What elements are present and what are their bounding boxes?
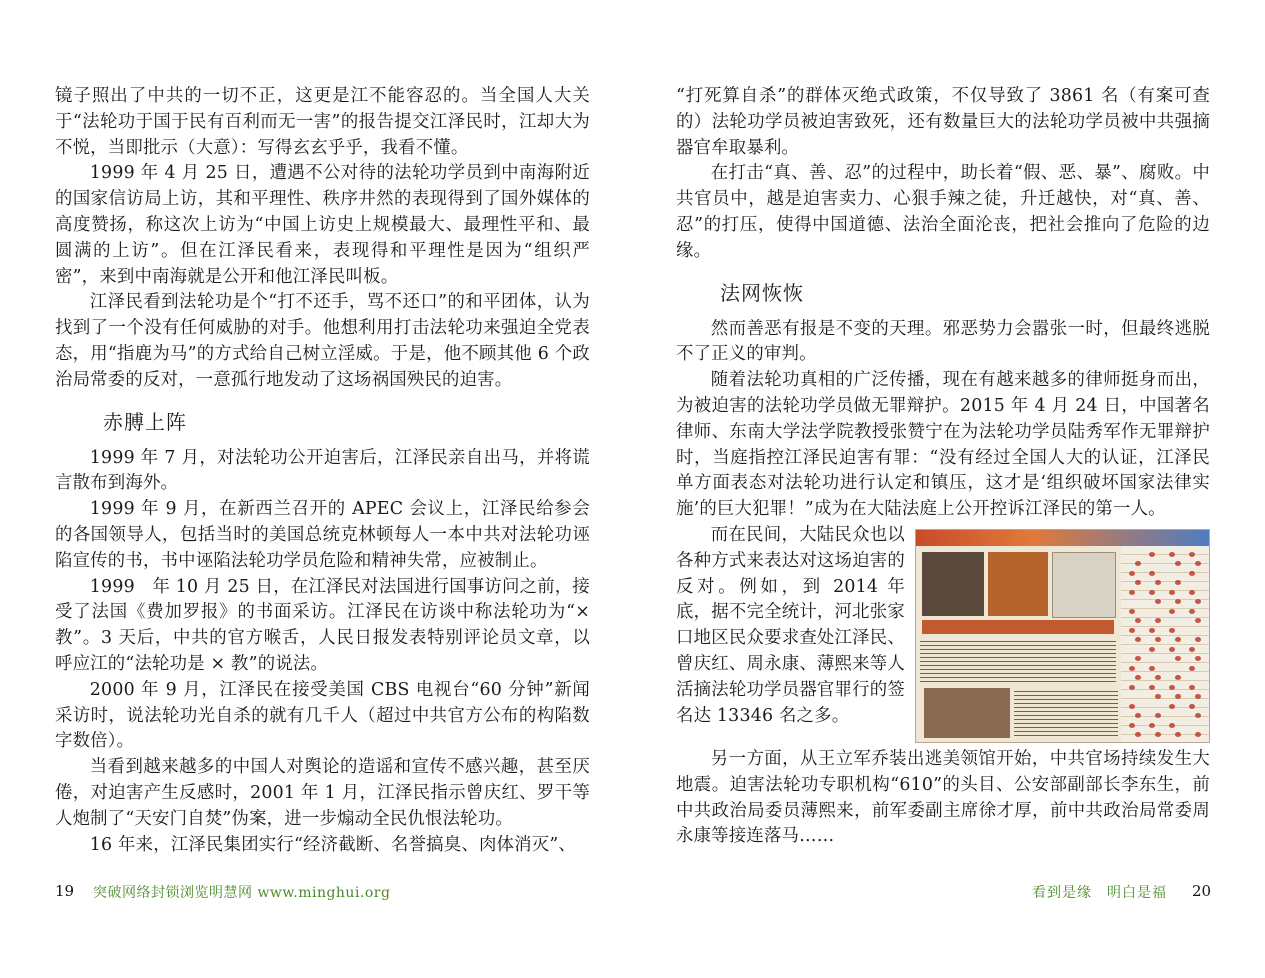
fingerprint-mark: [1169, 552, 1175, 557]
fingerprint-mark: [1195, 599, 1201, 604]
photo-text-block: [920, 638, 1116, 684]
paragraph: 当看到越来越多的中国人对舆论的造谣和宣传不感兴趣，甚至厌倦，对迫害产生反感时，2001 年 1 月，江泽民指示曾庆红、罗干等人炮制了“天安门自焚”伪案，进一步煽动全民仇恨法轮功。: [55, 757, 590, 829]
petition-sheet: [1121, 546, 1209, 742]
fingerprint-mark: [1135, 675, 1141, 680]
paragraph: “打死算自杀”的群体灭绝式政策，不仅导致了 3861 名（有案可查的）法轮功学员被迫害致死，还有数量巨大的法轮功学员被中共强摘器官牟取暴利。: [676, 86, 1210, 158]
paragraph: 随着法轮功真相的广泛传播，现在有越来越多的律师挺身而出，为被迫害的法轮功学员做无罪辩护。2015 年 4 月 24 日，中国著名律师、东南大学法学院教授张赞宁在为法轮功学员陆秀军作无罪辩护时，当庭指控江泽民迫害有罪：“没有经过全国人大的认证，江泽民单方面表态对法轮功进行认定和镇压，这才是‘组织破坏国家法律实施’的巨大犯罪！”成为在大陆法庭上公开控诉江泽民的第一人。: [676, 370, 1210, 520]
fingerprint-mark: [1169, 704, 1175, 709]
fingerprint-mark: [1175, 561, 1181, 566]
paragraph: 1999 年 7 月，对法轮功公开迫害后，江泽民亲自出马，并将谎言散布到海外。: [55, 447, 590, 494]
fingerprint-mark: [1155, 618, 1161, 623]
fingerprint-mark: [1135, 656, 1141, 661]
fingerprint-mark: [1155, 637, 1161, 642]
paragraph: 另一方面，从王立军乔装出逃美领馆开始，中共官场持续发生大地震。迫害法轮功专职机构“610”的头目、公安部副部长李东生，前中共政治局委员薄熙来，前军委副主席徐才厚，前中共政治局常委周永康等接连落马……: [676, 748, 1210, 847]
fingerprint-mark: [1189, 609, 1195, 614]
fingerprint-mark: [1129, 723, 1135, 728]
photo-strip: [922, 620, 1114, 634]
fingerprint-mark: [1169, 609, 1175, 614]
fingerprint-mark: [1149, 628, 1155, 633]
left-page: [55, 84, 590, 858]
fingerprint-mark: [1155, 580, 1161, 585]
fingerprint-mark: [1195, 694, 1201, 699]
photo-panel-1: [922, 552, 984, 616]
fingerprint-mark: [1169, 685, 1175, 690]
fingerprint-mark: [1155, 675, 1161, 680]
fingerprint-mark: [1129, 628, 1135, 633]
right-page: [676, 84, 1210, 850]
fingerprint-mark: [1189, 685, 1195, 690]
paragraph: 1999 年 10 月 25 日，在江泽民对法国进行国事访问之前，接受了法国《费加罗报》的书面采访。江泽民在访谈中称法轮功为“× 教”。3 天后，中共的官方喉舌，人民日报发表特别评论员文章，以呼应江的“法轮功是 × 教”的说法。: [55, 576, 590, 674]
fingerprint-mark: [1149, 552, 1155, 557]
petition-photo-collage: [915, 529, 1210, 743]
fingerprint-mark: [1195, 561, 1201, 566]
photo-panel-3: [1052, 552, 1116, 618]
footer-left-text: 突破网络封锁浏览明慧网 www.minghui.org: [93, 885, 391, 901]
fingerprint-mark: [1135, 637, 1141, 642]
fingerprint-mark: [1129, 571, 1135, 576]
fingerprint-mark: [1169, 723, 1175, 728]
fingerprint-mark: [1169, 647, 1175, 652]
fingerprint-mark: [1155, 732, 1161, 737]
fingerprint-mark: [1135, 732, 1141, 737]
fingerprint-mark: [1189, 552, 1195, 557]
fingerprint-mark: [1189, 647, 1195, 652]
fingerprint-mark: [1175, 694, 1181, 699]
section-title-fawang: 法网恢恢: [720, 280, 804, 305]
fingerprint-mark: [1175, 599, 1181, 604]
fingerprint-mark: [1155, 713, 1161, 718]
paragraph: 然而善恶有报是不变的天理。邪恶势力会嚣张一时，但最终逃脱不了正义的审判。: [676, 318, 1210, 365]
fingerprint-mark: [1135, 580, 1141, 585]
paragraph: 在打击“真、善、忍”的过程中，助长着“假、恶、暴”、腐败。中共官员中，越是迫害卖力、心狠手辣之徒，升迁越快，对“真、善、忍”的打压，使得中国道德、法治全面沦丧，把社会推向了危险的边缘。: [676, 163, 1210, 261]
fingerprint-mark: [1175, 637, 1181, 642]
fingerprint-mark: [1189, 704, 1195, 709]
fingerprint-mark: [1149, 590, 1155, 595]
right-body-after-section: [676, 317, 1210, 523]
fingerprint-mark: [1149, 685, 1155, 690]
fingerprint-mark: [1149, 666, 1155, 671]
paragraph: 16 年来，江泽民集团实行“经济截断、名誉搞臭、肉体消灭”、: [89, 834, 577, 855]
fingerprint-mark: [1189, 590, 1195, 595]
fingerprint-mark: [1175, 675, 1181, 680]
paragraph: 镜子照出了中共的一切不正，这更是江不能容忍的。当全国人大关于“法轮功于国于民有百利而无一害”的报告提交江泽民时，江却大为不悦，当即批示（大意）：写得玄玄乎乎，我看不懂。: [55, 86, 590, 158]
fingerprint-mark: [1129, 609, 1135, 614]
left-body-after-section: [55, 446, 590, 859]
fingerprint-mark: [1175, 580, 1181, 585]
right-body-before-section: [676, 84, 1210, 265]
fingerprint-mark: [1169, 590, 1175, 595]
fingerprint-mark: [1129, 704, 1135, 709]
page-number-right: 20: [1192, 882, 1212, 900]
fingerprint-mark: [1155, 599, 1161, 604]
fingerprint-mark: [1195, 732, 1201, 737]
fingerprint-mark: [1189, 571, 1195, 576]
fingerprint-mark: [1135, 618, 1141, 623]
fingerprint-mark: [1129, 666, 1135, 671]
page-number-left: 19: [55, 882, 75, 900]
fingerprint-mark: [1149, 723, 1155, 728]
fingerprint-mark: [1175, 732, 1181, 737]
fingerprint-mark: [1189, 666, 1195, 671]
right-body-after-figure: [676, 747, 1210, 850]
photo-panel-2: [988, 552, 1048, 616]
fingerprint-mark: [1195, 637, 1201, 642]
paragraph: 1999 年 4 月 25 日，遭遇不公对待的法轮功学员到中南海附近的国家信访局上访，其和平理性、秩序井然的表现得到了国外媒体的高度赞扬，称这次上访为“中国上访史上规模最大、最理性平和、最圆满的上访”。但在江泽民看来，表现得和平理性是因为“组织严密”，来到中南海就是公开和他江泽民叫板。: [55, 163, 590, 287]
fingerprint-mark: [1195, 618, 1201, 623]
fingerprint-mark: [1169, 628, 1175, 633]
fingerprint-mark: [1175, 656, 1181, 661]
fingerprint-mark: [1129, 590, 1135, 595]
photo-banner: [916, 530, 1209, 546]
paragraph: 2000 年 9 月，江泽民在接受美国 CBS 电视台“60 分钟”新闻采访时，说法轮功光自杀的就有几千人（超过中共官方公布的构陷数字数倍）。: [55, 679, 590, 752]
fingerprint-mark: [1149, 647, 1155, 652]
paragraph: 江泽民看到法轮功是个“打不还手，骂不还口”的和平团体，认为找到了一个没有任何威胁的对手。他想利用打击法轮功来强迫全党表态，用“指鹿为马”的方式给自己树立淫威。于是，他不顾其他 6 个政治局常委的反对，一意孤行地发动了这场祸国殃民的迫害。: [55, 292, 590, 390]
figure-block: [676, 523, 1210, 729]
fingerprint-mark: [1195, 656, 1201, 661]
figure-paragraph: 而在民间，大陆民众也以各种方式来表达对这场迫害的反对。例如，到 2014 年底，据不完全统计，河北张家口地区民众要求查处江泽民、曾庆红、周永康、薄熙来等人活摘法轮功学员器官罪行的签名达 13346 名之多。: [676, 524, 905, 726]
left-body-before-section: [55, 84, 590, 394]
photo-panel-4: [924, 688, 1010, 738]
fingerprint-mark: [1129, 685, 1135, 690]
section-title-chibang: 赤膊上阵: [103, 409, 187, 434]
fingerprint-mark: [1135, 713, 1141, 718]
fingerprint-mark: [1135, 561, 1141, 566]
fingerprint-mark: [1195, 713, 1201, 718]
photo-text-block-2: [1014, 688, 1118, 738]
fingerprint-mark: [1149, 571, 1155, 576]
fingerprint-mark: [1155, 694, 1161, 699]
paragraph: 1999 年 9 月，在新西兰召开的 APEC 会议上，江泽民给参会的各国领导人，包括当时的美国总统克林顿每人一本中共对法轮功诬陷宣传的书，书中诬陷法轮功学员危险和精神失常，应被制止。: [55, 499, 590, 571]
footer-right-text: 看到是缘 明白是福: [1032, 885, 1167, 901]
